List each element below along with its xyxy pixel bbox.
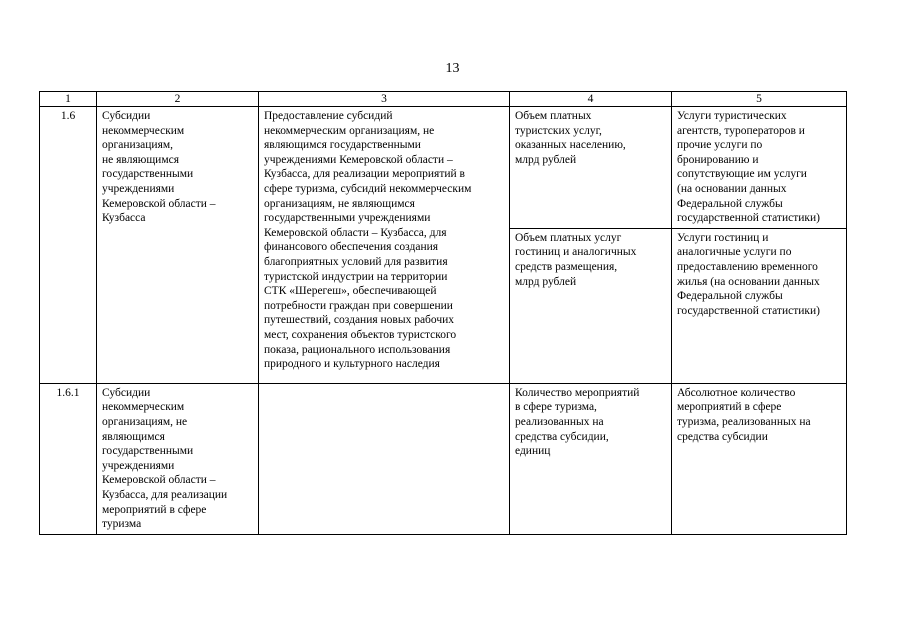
- indicator-source-cell: Абсолютное количество мероприятий в сфере туризма, реализованных на средства субсидии: [672, 383, 847, 534]
- table-row: [40, 107, 847, 229]
- table-header-row: [40, 92, 847, 107]
- indicator-cell: Количество мероприятий в сфере туризма, реализованных на средства субсидии, единиц: [510, 383, 672, 534]
- header-col-2: 2: [97, 92, 259, 107]
- header-col-5: 5: [672, 92, 847, 107]
- measure-name: Субсидии некоммерческим организациям, не являющимся государственными учреждениями Кемеровской области – Кузбасса: [97, 107, 259, 384]
- measure-description: [259, 383, 510, 534]
- header-col-4: 4: [510, 92, 672, 107]
- header-col-3: 3: [259, 92, 510, 107]
- indicator-cell: Объем платных туристских услуг, оказанных населению, млрд рублей: [510, 107, 672, 229]
- measure-description: Предоставление субсидий некоммерческим организациям, не являющимся государственными учреждениями Кемеровской области – Кузбасса, для реализации мероприятий в сфере туризма, субсидий некоммерческим организациям, не являющимся государственными учреждениями Кемеровской области – Кузбасса, для финансового обеспечения создания благоприятных условий для развития туристской индустрии на территории СТК «Шерегеш», обеспечивающей потребности граждан при совершении путешествий, создания новых рабочих мест, сохранения объектов туристского показа, рационального использования природного и культурного наследия: [259, 107, 510, 384]
- header-col-1: 1: [40, 92, 97, 107]
- table-row: [40, 383, 847, 534]
- indicator-source-cell: Услуги гостиниц и аналогичные услуги по предоставлению временного жилья (на основании данных Федеральной службы государственной статистики): [672, 228, 847, 383]
- page-number: 13: [445, 61, 460, 76]
- row-number: 1.6: [40, 107, 97, 384]
- measure-name: Субсидии некоммерческим организациям, не являющимся государственными учреждениями Кемеровской области – Кузбасса, для реализации мероприятий в сфере туризма: [97, 383, 259, 534]
- document-table: [39, 91, 847, 535]
- indicator-source-cell: Услуги туристических агентств, туроператоров и прочие услуги по бронированию и сопутствующие им услуги (на основании данных Федеральной службы государственной статистики): [672, 107, 847, 229]
- indicator-cell: Объем платных услуг гостиниц и аналогичных средств размещения, млрд рублей: [510, 228, 672, 383]
- row-number: 1.6.1: [40, 383, 97, 534]
